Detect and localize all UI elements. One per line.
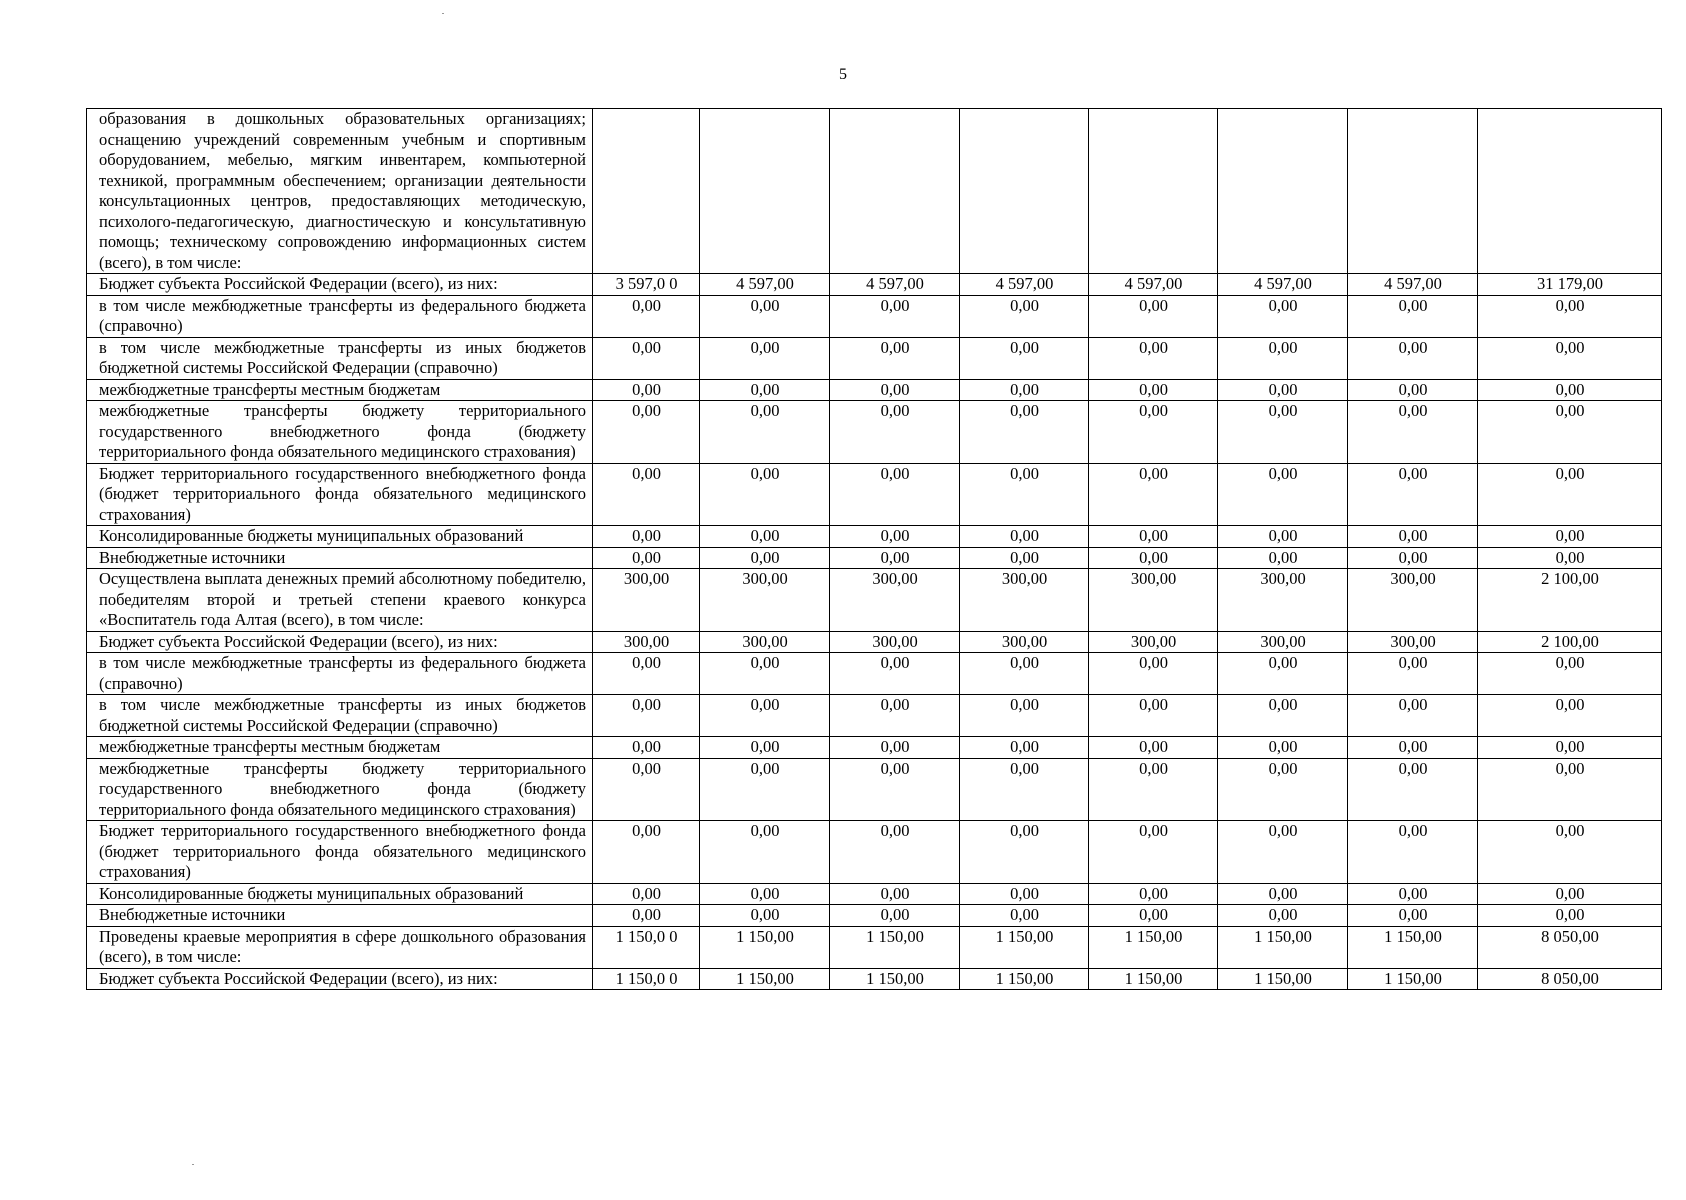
row-value-cell: 300,00: [700, 569, 830, 632]
row-value-cell: 0,00: [1089, 379, 1218, 401]
table-row: [87, 968, 1662, 990]
row-value-cell: 0,00: [1348, 821, 1478, 884]
row-value-cell: 0,00: [700, 547, 830, 569]
row-value-cell: 0,00: [593, 653, 700, 695]
row-value-cell: 300,00: [1089, 631, 1218, 653]
row-value-cell: 300,00: [1348, 631, 1478, 653]
row-value-cell: 0,00: [593, 883, 700, 905]
row-value-cell: 0,00: [960, 695, 1089, 737]
row-value-cell: 0,00: [1348, 737, 1478, 759]
row-value-cell: 4 597,00: [1089, 274, 1218, 296]
row-value-cell: [830, 109, 960, 274]
scan-speck: [192, 1164, 194, 1165]
row-value-cell: 0,00: [960, 526, 1089, 548]
row-value-cell: 0,00: [960, 547, 1089, 569]
row-value-cell: 0,00: [1348, 379, 1478, 401]
row-value-cell: 0,00: [830, 401, 960, 464]
row-value-cell: 0,00: [1218, 337, 1348, 379]
row-value-cell: 1 150,00: [1348, 926, 1478, 968]
row-value-cell: 0,00: [1348, 337, 1478, 379]
row-value-cell: [1348, 109, 1478, 274]
row-value-cell: 0,00: [593, 379, 700, 401]
row-value-cell: 0,00: [1218, 547, 1348, 569]
row-value-cell: 4 597,00: [1348, 274, 1478, 296]
row-value-cell: 0,00: [700, 653, 830, 695]
row-value-cell: 0,00: [830, 379, 960, 401]
row-value-cell: 1 150,00: [1348, 968, 1478, 990]
row-value-cell: 0,00: [1218, 883, 1348, 905]
row-value-cell: 0,00: [700, 883, 830, 905]
row-value-cell: [1218, 109, 1348, 274]
row-value-cell: 0,00: [1089, 547, 1218, 569]
row-label: Проведены краевые мероприятия в сфере дошкольного образования (всего), в том числе:: [87, 926, 593, 968]
row-value-cell: 300,00: [593, 631, 700, 653]
row-value-cell: 1 150,00: [1089, 926, 1218, 968]
row-label: Бюджет территориального государственного внебюджетного фонда (бюджет территориального фонда обязательного медицинского страхования): [87, 463, 593, 526]
table-row: [87, 695, 1662, 737]
row-value-cell: 0,00: [1218, 695, 1348, 737]
row-value-cell: 0,00: [960, 905, 1089, 927]
row-value-cell: 0,00: [700, 401, 830, 464]
row-label: Бюджет субъекта Российской Федерации (всего), из них:: [87, 274, 593, 296]
row-value-cell: 0,00: [960, 758, 1089, 821]
row-value-cell: 300,00: [960, 631, 1089, 653]
row-total-cell: 0,00: [1478, 883, 1662, 905]
row-value-cell: [700, 109, 830, 274]
table-row: [87, 631, 1662, 653]
row-total-cell: 0,00: [1478, 379, 1662, 401]
row-value-cell: 1 150,00: [700, 926, 830, 968]
row-value-cell: 0,00: [960, 883, 1089, 905]
table-row: [87, 653, 1662, 695]
row-value-cell: 1 150,00: [960, 968, 1089, 990]
row-value-cell: 300,00: [593, 569, 700, 632]
row-label: Внебюджетные источники: [87, 547, 593, 569]
row-label: Бюджет субъекта Российской Федерации (всего), из них:: [87, 631, 593, 653]
row-total-cell: 2 100,00: [1478, 569, 1662, 632]
row-value-cell: 0,00: [830, 695, 960, 737]
scan-speck: [442, 13, 444, 14]
row-total-cell: 8 050,00: [1478, 926, 1662, 968]
row-value-cell: 0,00: [960, 463, 1089, 526]
row-value-cell: 0,00: [1089, 526, 1218, 548]
row-value-cell: 0,00: [1089, 295, 1218, 337]
row-value-cell: 0,00: [960, 295, 1089, 337]
row-value-cell: 0,00: [593, 547, 700, 569]
row-value-cell: 0,00: [1089, 337, 1218, 379]
row-value-cell: 0,00: [593, 695, 700, 737]
row-value-cell: 0,00: [593, 526, 700, 548]
row-value-cell: 0,00: [593, 821, 700, 884]
row-value-cell: 0,00: [830, 883, 960, 905]
table-row: [87, 109, 1662, 274]
row-value-cell: 1 150,00: [1218, 968, 1348, 990]
row-value-cell: 0,00: [700, 379, 830, 401]
row-total-cell: 0,00: [1478, 337, 1662, 379]
row-value-cell: 0,00: [830, 905, 960, 927]
row-value-cell: 0,00: [1348, 905, 1478, 927]
row-label: межбюджетные трансферты местным бюджетам: [87, 379, 593, 401]
row-value-cell: 0,00: [1089, 905, 1218, 927]
row-value-cell: 0,00: [1218, 737, 1348, 759]
row-value-cell: 0,00: [830, 737, 960, 759]
row-value-cell: 0,00: [700, 695, 830, 737]
row-value-cell: 4 597,00: [830, 274, 960, 296]
row-value-cell: 0,00: [1218, 401, 1348, 464]
table-row: [87, 905, 1662, 927]
row-value-cell: 0,00: [700, 758, 830, 821]
row-value-cell: 300,00: [960, 569, 1089, 632]
row-total-cell: 0,00: [1478, 905, 1662, 927]
row-value-cell: 0,00: [1218, 653, 1348, 695]
table-row: [87, 526, 1662, 548]
row-value-cell: 0,00: [1089, 883, 1218, 905]
row-value-cell: 0,00: [1089, 463, 1218, 526]
row-value-cell: 0,00: [830, 295, 960, 337]
table-row: [87, 379, 1662, 401]
row-value-cell: 0,00: [1218, 821, 1348, 884]
row-total-cell: 0,00: [1478, 526, 1662, 548]
row-value-cell: 300,00: [830, 631, 960, 653]
table-row: [87, 883, 1662, 905]
row-value-cell: 0,00: [1089, 653, 1218, 695]
row-value-cell: 0,00: [830, 463, 960, 526]
row-value-cell: 0,00: [1089, 758, 1218, 821]
row-value-cell: 0,00: [1218, 295, 1348, 337]
row-label: в том числе межбюджетные трансферты из федерального бюджета (справочно): [87, 295, 593, 337]
row-value-cell: 300,00: [1348, 569, 1478, 632]
row-value-cell: 300,00: [1089, 569, 1218, 632]
row-value-cell: 0,00: [700, 463, 830, 526]
row-value-cell: 1 150,0 0: [593, 968, 700, 990]
row-value-cell: 300,00: [1218, 569, 1348, 632]
row-value-cell: 1 150,00: [1218, 926, 1348, 968]
row-value-cell: 4 597,00: [1218, 274, 1348, 296]
row-value-cell: 0,00: [1089, 401, 1218, 464]
row-value-cell: 4 597,00: [700, 274, 830, 296]
row-label: в том числе межбюджетные трансферты из федерального бюджета (справочно): [87, 653, 593, 695]
row-value-cell: 0,00: [593, 737, 700, 759]
row-value-cell: 0,00: [830, 653, 960, 695]
table-row: [87, 821, 1662, 884]
row-value-cell: 1 150,00: [960, 926, 1089, 968]
row-value-cell: [960, 109, 1089, 274]
row-label: в том числе межбюджетные трансферты из иных бюджетов бюджетной системы Российской Федерации (справочно): [87, 695, 593, 737]
row-value-cell: 0,00: [593, 401, 700, 464]
row-value-cell: 0,00: [593, 337, 700, 379]
table-row: [87, 274, 1662, 296]
row-value-cell: 0,00: [1089, 695, 1218, 737]
row-value-cell: 0,00: [700, 526, 830, 548]
row-value-cell: 0,00: [593, 295, 700, 337]
row-value-cell: 0,00: [1348, 883, 1478, 905]
row-label: в том числе межбюджетные трансферты из иных бюджетов бюджетной системы Российской Федерации (справочно): [87, 337, 593, 379]
row-label: образования в дошкольных образовательных организациях; оснащению учреждений современным учебным и спортивным оборудованием, мебелью, мягким инвентарем, компьютерной техникой, программным обеспечением; организации деятельности консультационных центров, предоставляющих методическую, психолого-педагогическую, диагностическую и консультативную помощь; техническому сопровождению информационных систем (всего), в том числе:: [87, 109, 593, 274]
row-value-cell: 0,00: [1348, 526, 1478, 548]
row-value-cell: 4 597,00: [960, 274, 1089, 296]
row-value-cell: 0,00: [1348, 653, 1478, 695]
row-total-cell: 0,00: [1478, 463, 1662, 526]
row-value-cell: 0,00: [830, 337, 960, 379]
row-value-cell: 0,00: [700, 337, 830, 379]
row-total-cell: 31 179,00: [1478, 274, 1662, 296]
row-total-cell: 0,00: [1478, 653, 1662, 695]
budget-table: [86, 108, 1662, 990]
row-total-cell: 2 100,00: [1478, 631, 1662, 653]
row-value-cell: 0,00: [1089, 821, 1218, 884]
row-label: Бюджет территориального государственного внебюджетного фонда (бюджет территориального фонда обязательного медицинского страхования): [87, 821, 593, 884]
row-total-cell: 0,00: [1478, 295, 1662, 337]
table-row: [87, 295, 1662, 337]
row-value-cell: 0,00: [593, 905, 700, 927]
row-value-cell: [593, 109, 700, 274]
row-value-cell: 0,00: [960, 737, 1089, 759]
row-total-cell: 0,00: [1478, 547, 1662, 569]
row-value-cell: 0,00: [960, 653, 1089, 695]
table-row: [87, 758, 1662, 821]
row-value-cell: 0,00: [1218, 526, 1348, 548]
page-number: 5: [839, 66, 847, 83]
table-row: [87, 569, 1662, 632]
table-row: [87, 737, 1662, 759]
table-body: [87, 109, 1662, 990]
row-value-cell: 1 150,00: [1089, 968, 1218, 990]
row-value-cell: 1 150,00: [700, 968, 830, 990]
row-value-cell: 0,00: [700, 737, 830, 759]
row-value-cell: 0,00: [700, 905, 830, 927]
row-value-cell: 0,00: [1348, 295, 1478, 337]
row-label: межбюджетные трансферты бюджету территориального государственного внебюджетного фонда (бюджету территориального фонда обязательного медицинского страхования): [87, 401, 593, 464]
row-total-cell: [1478, 109, 1662, 274]
row-value-cell: 0,00: [700, 295, 830, 337]
row-value-cell: 0,00: [1218, 758, 1348, 821]
row-value-cell: 0,00: [1218, 463, 1348, 526]
row-value-cell: 0,00: [830, 758, 960, 821]
row-value-cell: 0,00: [830, 547, 960, 569]
table-row: [87, 463, 1662, 526]
row-value-cell: 3 597,0 0: [593, 274, 700, 296]
row-total-cell: 0,00: [1478, 821, 1662, 884]
row-label: Консолидированные бюджеты муниципальных образований: [87, 883, 593, 905]
row-value-cell: 1 150,00: [830, 968, 960, 990]
row-value-cell: 0,00: [830, 821, 960, 884]
table-row: [87, 547, 1662, 569]
row-value-cell: 0,00: [593, 463, 700, 526]
row-value-cell: 0,00: [960, 401, 1089, 464]
row-label: Консолидированные бюджеты муниципальных образований: [87, 526, 593, 548]
row-value-cell: 300,00: [700, 631, 830, 653]
row-label: Осуществлена выплата денежных премий абсолютному победителю, победителям второй и третьей степени краевого конкурса «Воспитатель года Алтая (всего), в том числе:: [87, 569, 593, 632]
row-value-cell: 0,00: [1348, 463, 1478, 526]
row-value-cell: 0,00: [830, 526, 960, 548]
row-value-cell: 0,00: [593, 758, 700, 821]
table-row: [87, 926, 1662, 968]
row-value-cell: 0,00: [1348, 401, 1478, 464]
row-value-cell: 0,00: [1089, 737, 1218, 759]
row-label: межбюджетные трансферты местным бюджетам: [87, 737, 593, 759]
row-value-cell: 300,00: [1218, 631, 1348, 653]
row-label: Бюджет субъекта Российской Федерации (всего), из них:: [87, 968, 593, 990]
row-label: Внебюджетные источники: [87, 905, 593, 927]
row-value-cell: 1 150,00: [830, 926, 960, 968]
row-value-cell: 0,00: [960, 337, 1089, 379]
row-value-cell: 0,00: [960, 379, 1089, 401]
row-value-cell: 0,00: [1348, 547, 1478, 569]
row-value-cell: 0,00: [1218, 905, 1348, 927]
row-value-cell: 0,00: [700, 821, 830, 884]
row-total-cell: 0,00: [1478, 695, 1662, 737]
row-label: межбюджетные трансферты бюджету территориального государственного внебюджетного фонда (бюджету территориального фонда обязательного медицинского страхования): [87, 758, 593, 821]
row-total-cell: 0,00: [1478, 758, 1662, 821]
row-value-cell: 0,00: [1218, 379, 1348, 401]
row-value-cell: 300,00: [830, 569, 960, 632]
row-value-cell: 0,00: [960, 821, 1089, 884]
row-value-cell: 1 150,0 0: [593, 926, 700, 968]
table-row: [87, 337, 1662, 379]
row-value-cell: [1089, 109, 1218, 274]
row-total-cell: 0,00: [1478, 737, 1662, 759]
row-value-cell: 0,00: [1348, 758, 1478, 821]
row-total-cell: 8 050,00: [1478, 968, 1662, 990]
row-value-cell: 0,00: [1348, 695, 1478, 737]
row-total-cell: 0,00: [1478, 401, 1662, 464]
table-row: [87, 401, 1662, 464]
